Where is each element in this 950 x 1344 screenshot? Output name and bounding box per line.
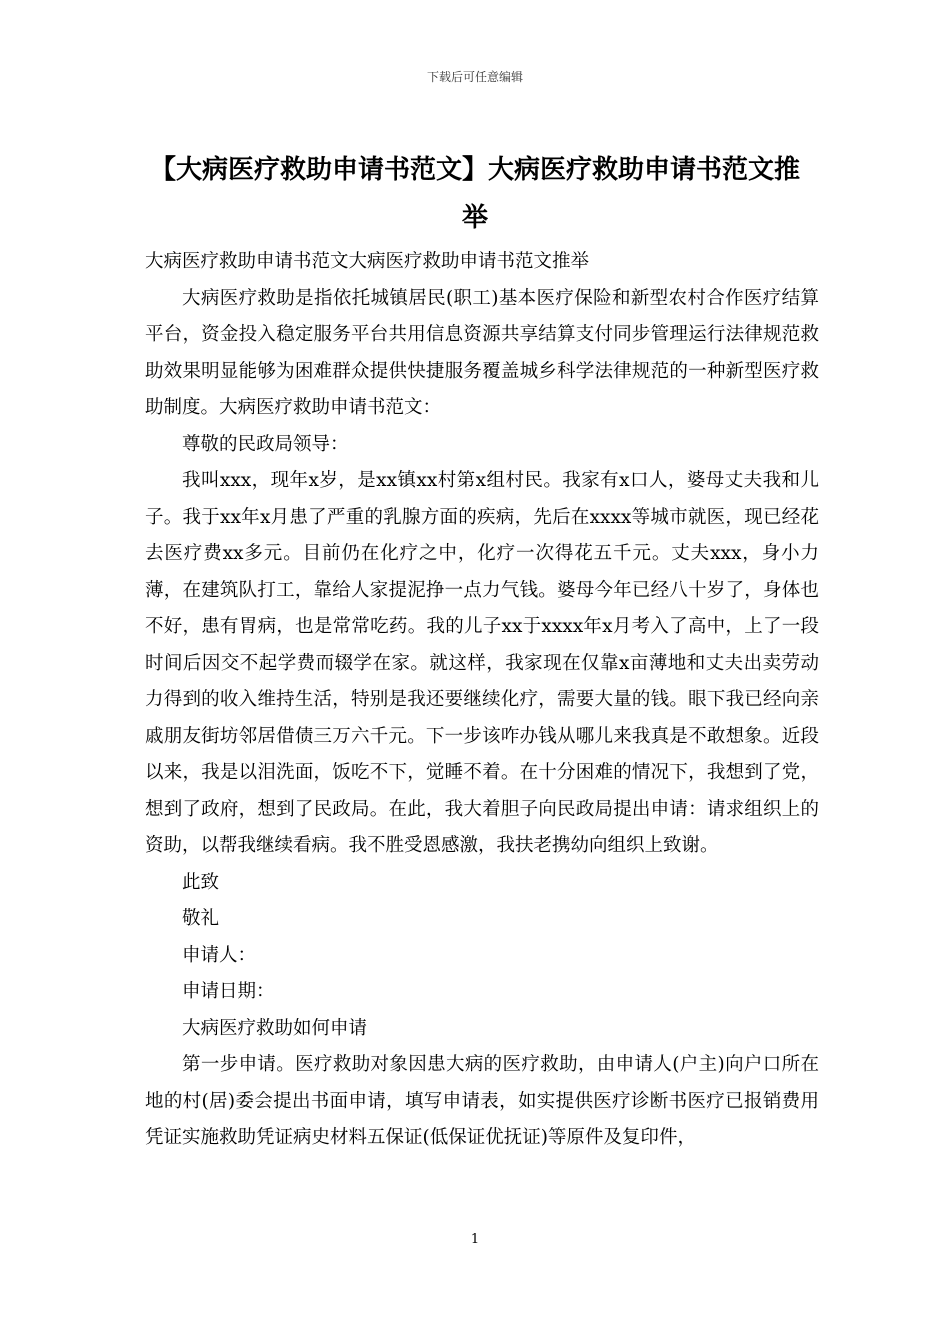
paragraph-salutation: 尊敬的民政局领导：	[182, 433, 349, 455]
document-subtitle: 大病医疗救助申请书范文大病医疗救助申请书范文推举	[145, 251, 590, 272]
paragraph-application-date: 申请日期：	[182, 981, 275, 1002]
page-header-note: 下载后可任意编辑	[426, 70, 523, 84]
section-heading-how-to-apply: 大病医疗救助如何申请	[182, 1017, 368, 1039]
paragraph-step-one: 第一步申请。医疗救助对象因患大病的医疗救助，由申请人(户主)向户口所在地的村(居)委会提出书面申请，填写申请表，如实提供医疗诊断书医疗已报销费用凭证实施救助凭证病史材料五保证(低保证优抚证)等原件及复印件，	[145, 1054, 819, 1148]
document-title: 【大病医疗救助申请书范文】大病医疗救助申请书范文推举	[149, 155, 800, 233]
paragraph-closing-2: 敬礼	[182, 908, 220, 929]
paragraph-applicant: 申请人：	[182, 944, 257, 966]
paragraph-intro: 大病医疗救助是指依托城镇居民(职工)基本医疗保险和新型农村合作医疗结算平台，资金投入稳定服务平台共用信息资源共享结算支付同步管理运行法律规范救助效果明显能够为困难群众提供快捷服务覆盖城乡科学法律规范的一种新型医疗救助制度。大病医疗救助申请书范文：	[145, 287, 819, 418]
document-body	[145, 244, 819, 1157]
paragraph-application-body: 我叫xxx，现年x岁，是xx镇xx村第x组村民。我家有x口人，婆母丈夫我和儿子。我于xx年x月患了严重的乳腺方面的疾病，先后在xxxx等城市就医，现已经花去医疗费xx多元。目前仍在化疗之中，化疗一次得花五千元。丈夫xxx，身小力薄，在建筑队打工，靠给人家提泥挣一点力气钱。婆母今年已经八十岁了，身体也不好，患有胃病，也是常常吃药。我的儿子xx于xxxx年x月考入了高中，上了一段时间后因交不起学费而辍学在家。就这样，我家现在仅靠x亩薄地和丈夫出卖劳动力得到的收入维持生活，特别是我还要继续化疗，需要大量的钱。眼下我已经向亲戚朋友街坊邻居借债三万六千元。下一步该咋办钱从哪儿来我真是不敢想象。近段以来，我是以泪洗面，饭吃不下，觉睡不着。在十分困难的情况下，我想到了党，想到了政府，想到了民政局。在此，我大着胆子向民政局提出申请：请求组织上的资助，以帮我继续看病。我不胜受恩感激，我扶老携幼向组织上致谢。	[145, 470, 819, 856]
paragraph-closing-1: 此致	[182, 871, 220, 893]
page-number: 1	[470, 1232, 480, 1247]
